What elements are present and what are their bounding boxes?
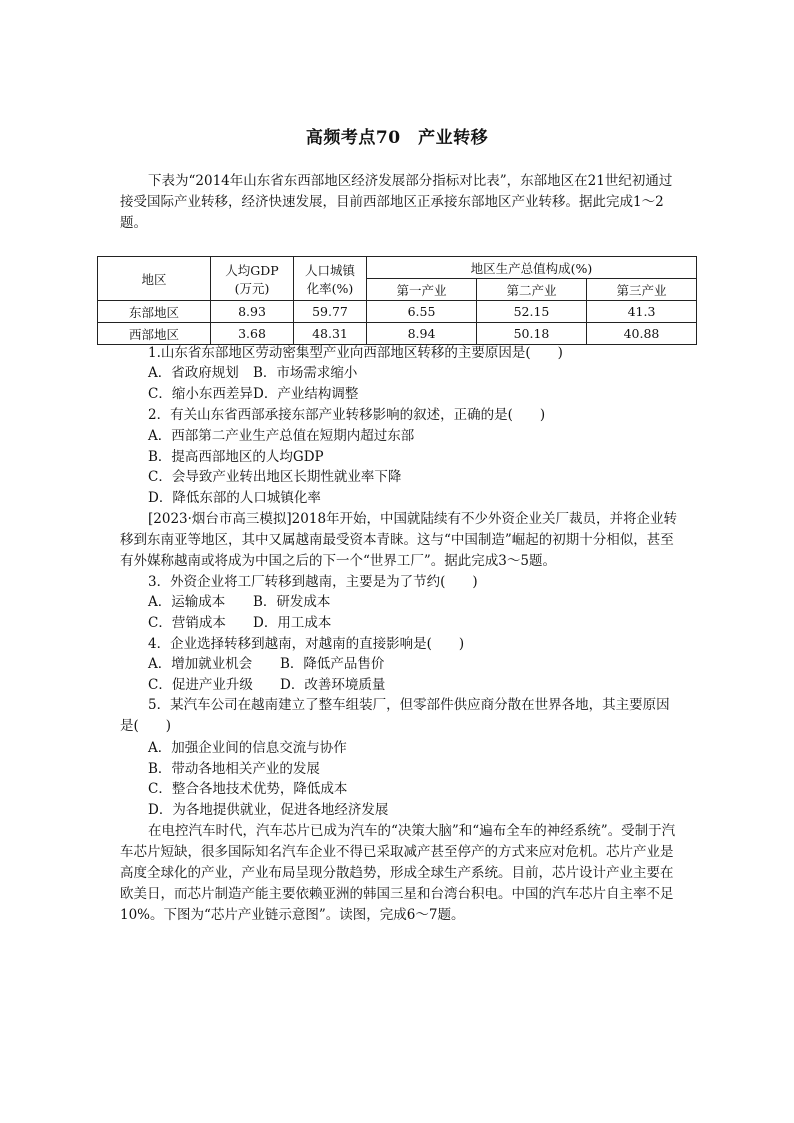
header-urbanization: 人口城镇 化率(%) — [294, 257, 367, 301]
cell-p3: 40.88 — [587, 323, 697, 345]
header-gdp: 人均GDP (万元) — [211, 257, 294, 301]
question-2-stem: 2．有关山东省西部承接东部产业转移影响的叙述，正确的是( ) — [148, 407, 546, 423]
question-1-stem: 1.山东省东部地区劳动密集型产业向西部地区转移的主要原因是( ) — [148, 345, 563, 361]
header-region: 地区 — [98, 257, 211, 301]
cell-p3: 41.3 — [587, 301, 697, 323]
question-3-options-ab — [148, 592, 330, 612]
option-d: D．用工成本 — [253, 615, 332, 631]
option-b: B．带动各地相关产业的发展 — [148, 761, 320, 777]
question-3-options-cd — [148, 613, 331, 633]
cell-p2: 50.18 — [477, 323, 587, 345]
table-row — [98, 301, 697, 323]
option-a: A．加强企业间的信息交流与协作 — [148, 740, 347, 756]
question-1-options-cd — [148, 384, 358, 404]
cell-p1: 6.55 — [367, 301, 477, 323]
header-secondary-industry: 第二产业 — [477, 279, 587, 301]
cell-urban: 48.31 — [294, 323, 367, 345]
header-gdp-structure: 地区生产总值构成(%) — [367, 257, 697, 279]
question-4-options-ab — [148, 654, 384, 674]
option-d: D．改善环境质量 — [280, 677, 386, 693]
option-a: A．省政府规划 — [148, 365, 239, 381]
option-d: D．产业结构调整 — [253, 386, 359, 402]
cell-region: 东部地区 — [98, 301, 211, 323]
option-a: A．西部第二产业生产总值在短期内超过东部 — [148, 428, 415, 444]
option-c: C．缩小东西差异 — [148, 386, 253, 402]
option-b: B．研发成本 — [253, 594, 331, 610]
cell-p2: 52.15 — [477, 301, 587, 323]
cell-gdp: 8.93 — [211, 301, 294, 323]
option-c: C．会导致产业转出地区长期性就业率下降 — [148, 469, 402, 485]
intro-paragraph-1: 下表为“2014年山东省东西部地区经济发展部分指标对比表”，东部地区在21世纪初通过接受国际产业转移，经济快速发展，目前西部地区正承接东部地区产业转移。据此完成1～2题。 — [120, 173, 673, 231]
question-3-stem: 3．外资企业将工厂转移到越南，主要是为了节约( ) — [148, 574, 478, 590]
question-5-stem: 5．某汽车公司在越南建立了整车组装厂，但零部件供应商分散在世界各地，其主要原因是( ) — [120, 697, 670, 734]
header-tertiary-industry: 第三产业 — [587, 279, 697, 301]
page-title: 高频考点70 产业转移 — [305, 128, 489, 148]
header-primary-industry: 第一产业 — [367, 279, 477, 301]
option-b: B．降低产品售价 — [280, 656, 385, 672]
economic-indicator-table — [97, 256, 697, 345]
question-4-stem: 4．企业选择转移到越南，对越南的直接影响是( ) — [148, 636, 465, 652]
option-c: C．整合各地技术优势，降低成本 — [148, 781, 348, 797]
option-a: A．运输成本 — [148, 594, 226, 610]
option-c: C．促进产业升级 — [148, 677, 253, 693]
option-b: B．市场需求缩小 — [253, 365, 358, 381]
table-row — [98, 323, 697, 345]
option-a: A．增加就业机会 — [148, 656, 253, 672]
cell-region: 西部地区 — [98, 323, 211, 345]
intro-paragraph-2: [2023·烟台市高三模拟]2018年开始，中国就陆续有不少外资企业关厂裁员，并将企业转移到东南亚等地区，其中又属越南最受资本青睐。这与“中国制造”崛起的初期十分相似，甚至有外媒称越南或将成为中国之后的下一个“世界工厂”。据此完成3～5题。 — [120, 511, 678, 569]
intro-paragraph-3: 在电控汽车时代，汽车芯片已成为汽车的“决策大脑”和“遍布全车的神经系统”。受制于汽车芯片短缺，很多国际知名汽车企业不得已采取减产甚至停产的方式来应对危机。芯片产业是高度全球化的产业，产业布局呈现分散趋势，形成全球生产系统。目前，芯片设计产业主要在欧美日，而芯片制造产能主要依赖亚洲的韩国三星和台湾台积电。中国的汽车芯片自主率不足10%。下图为“芯片产业链示意图”。读图，完成6～7题。 — [120, 823, 676, 923]
cell-p1: 8.94 — [367, 323, 477, 345]
option-c: C．营销成本 — [148, 615, 226, 631]
option-d: D．为各地提供就业，促进各地经济发展 — [148, 802, 389, 818]
option-b: B．提高西部地区的人均GDP — [148, 449, 324, 465]
cell-urban: 59.77 — [294, 301, 367, 323]
question-4-options-cd — [148, 675, 385, 695]
option-d: D．降低东部的人口城镇化率 — [148, 490, 321, 506]
cell-gdp: 3.68 — [211, 323, 294, 345]
question-1-options-ab — [148, 363, 357, 383]
